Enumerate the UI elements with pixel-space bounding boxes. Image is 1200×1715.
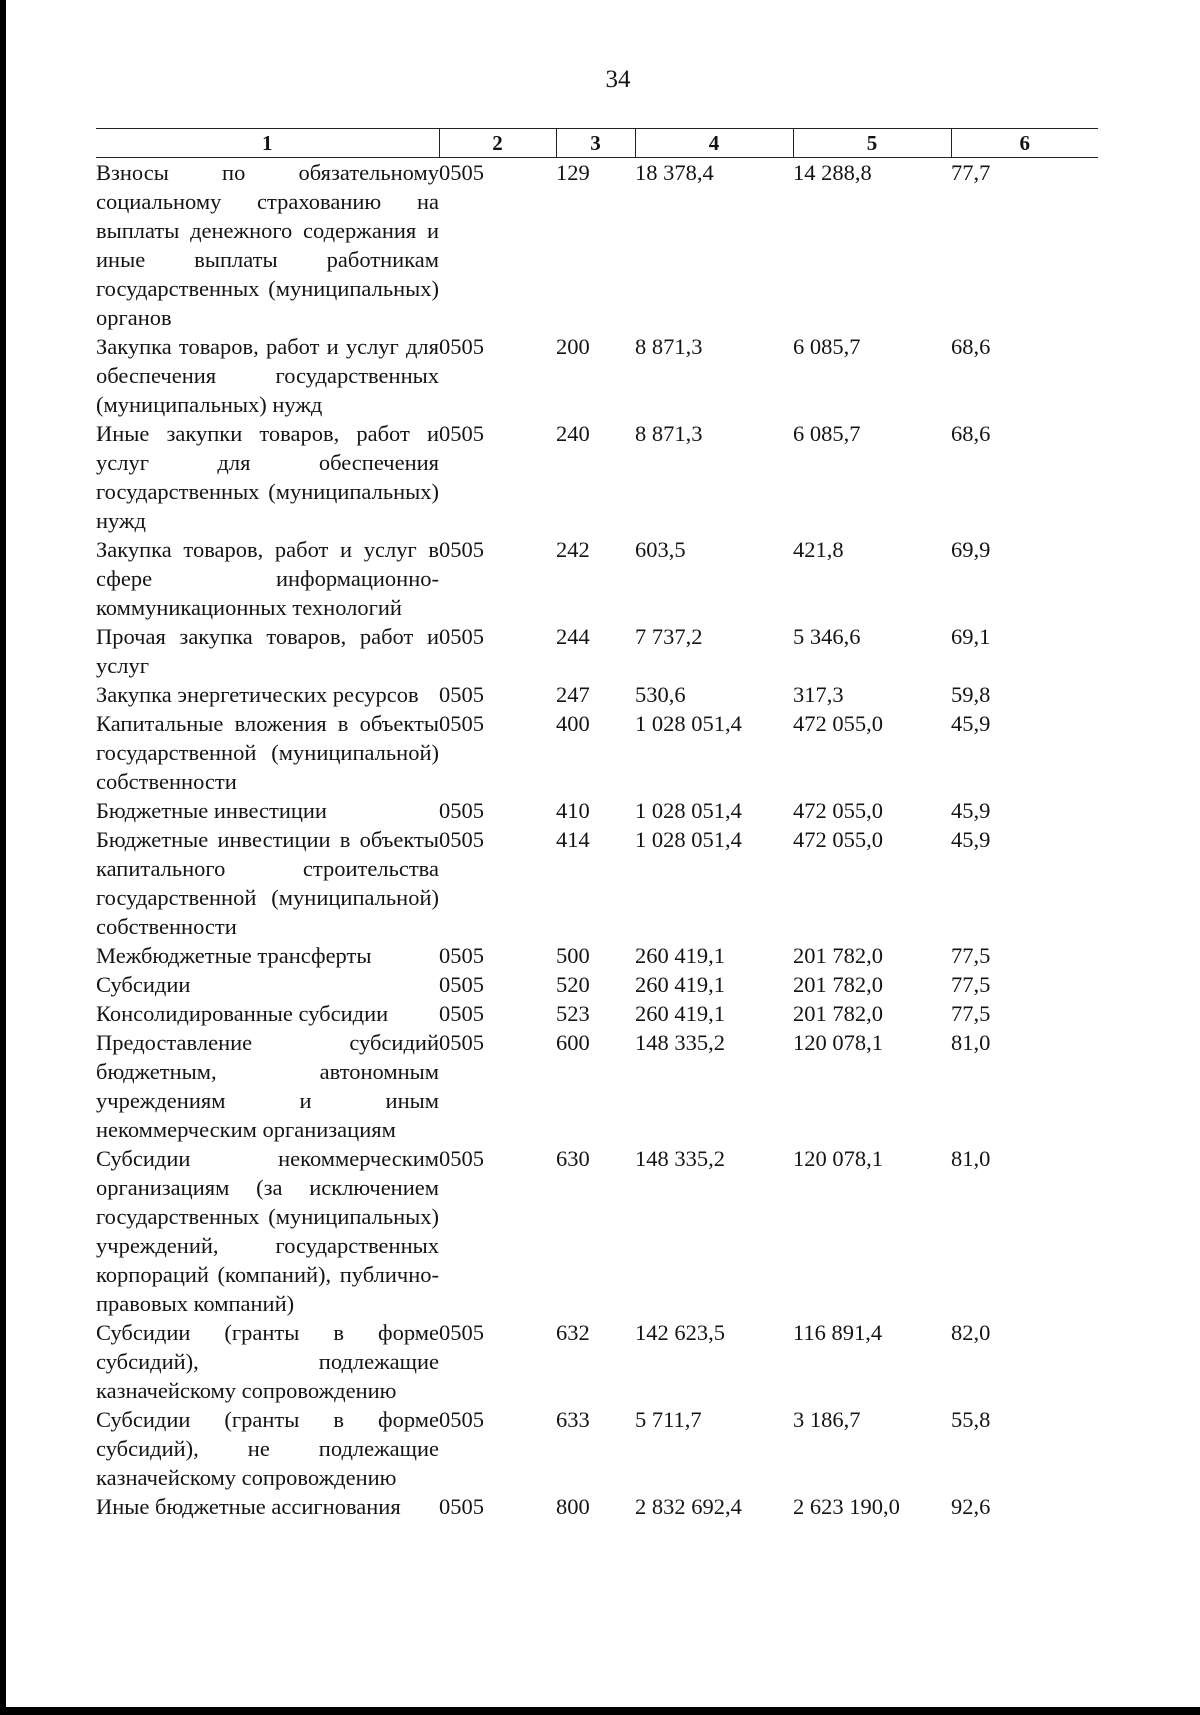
scan-bottom-border	[0, 1707, 1200, 1715]
cell-expense-name: Субсидии (гранты в форме субсидий), не подлежащие казначейскому сопровождению	[96, 1407, 439, 1490]
table-row	[96, 419, 1098, 535]
cell-execution-percent: 69,9	[951, 537, 991, 562]
cell-plan-amount: 603,5	[635, 537, 686, 562]
cell-actual-amount: 472 055,0	[793, 798, 883, 823]
table-row	[96, 680, 1098, 709]
cell-expense-name: Закупка товаров, работ и услуг для обеспечения государственных (муниципальных) нужд	[96, 334, 439, 417]
cell-plan-amount: 1 028 051,4	[635, 798, 742, 823]
cell-execution-percent: 59,8	[951, 682, 991, 707]
cell-plan-amount: 260 419,1	[635, 943, 725, 968]
cell-expense-name: Субсидии некоммерческим организациям (за исключением государственных (муниципальных) учреждений, государственных корпораций (компаний), публично-правовых компаний)	[96, 1146, 439, 1316]
cell-plan-amount: 1 028 051,4	[635, 711, 742, 736]
table-header	[96, 129, 1098, 158]
table-row	[96, 535, 1098, 622]
cell-execution-percent: 45,9	[951, 798, 991, 823]
cell-expense-type-code: 414	[556, 827, 590, 852]
cell-expense-name: Субсидии	[96, 972, 191, 997]
cell-expense-name: Бюджетные инвестиции	[96, 798, 327, 823]
cell-execution-percent: 77,5	[951, 943, 991, 968]
cell-plan-amount: 18 378,4	[635, 160, 714, 185]
cell-expense-name: Закупка товаров, работ и услуг в сфере информационно-коммуникационных технологий	[96, 537, 439, 620]
budget-table	[96, 128, 1098, 1521]
table-row	[96, 622, 1098, 680]
cell-expense-type-code: 523	[556, 1001, 590, 1026]
cell-section-code: 0505	[439, 711, 484, 736]
cell-expense-name: Иные закупки товаров, работ и услуг для обеспечения государственных (муниципальных) нужд	[96, 421, 439, 533]
table-row	[96, 158, 1098, 333]
table-row	[96, 709, 1098, 796]
cell-expense-name: Бюджетные инвестиции в объекты капитального строительства государственной (муниципальной) собственности	[96, 827, 439, 939]
cell-expense-type-code: 520	[556, 972, 590, 997]
cell-expense-type-code: 400	[556, 711, 590, 736]
cell-expense-type-code: 632	[556, 1320, 590, 1345]
header-col-5: 5	[793, 129, 951, 158]
cell-plan-amount: 260 419,1	[635, 972, 725, 997]
cell-plan-amount: 260 419,1	[635, 1001, 725, 1026]
cell-expense-type-code: 500	[556, 943, 590, 968]
table-row	[96, 796, 1098, 825]
cell-expense-type-code: 129	[556, 160, 590, 185]
cell-execution-percent: 81,0	[951, 1030, 991, 1055]
table-row	[96, 1144, 1098, 1318]
cell-expense-name: Консолидированные субсидии	[96, 1001, 389, 1026]
cell-actual-amount: 472 055,0	[793, 711, 883, 736]
table-row	[96, 1492, 1098, 1521]
cell-execution-percent: 45,9	[951, 711, 991, 736]
cell-execution-percent: 92,6	[951, 1494, 991, 1519]
table-row	[96, 970, 1098, 999]
cell-actual-amount: 3 186,7	[793, 1407, 861, 1432]
cell-plan-amount: 1 028 051,4	[635, 827, 742, 852]
cell-section-code: 0505	[439, 624, 484, 649]
table-row	[96, 1028, 1098, 1144]
table-row	[96, 1405, 1098, 1492]
cell-section-code: 0505	[439, 1407, 484, 1432]
cell-execution-percent: 77,5	[951, 1001, 991, 1026]
cell-expense-name: Закупка энергетических ресурсов	[96, 682, 419, 707]
cell-actual-amount: 317,3	[793, 682, 844, 707]
cell-section-code: 0505	[439, 1146, 484, 1171]
table-row	[96, 999, 1098, 1028]
cell-execution-percent: 68,6	[951, 334, 991, 359]
cell-expense-name: Капитальные вложения в объекты государственной (муниципальной) собственности	[96, 711, 439, 794]
cell-actual-amount: 201 782,0	[793, 1001, 883, 1026]
header-row	[96, 129, 1098, 158]
cell-actual-amount: 472 055,0	[793, 827, 883, 852]
cell-section-code: 0505	[439, 682, 484, 707]
header-col-4: 4	[635, 129, 793, 158]
cell-actual-amount: 6 085,7	[793, 421, 861, 446]
cell-expense-type-code: 242	[556, 537, 590, 562]
cell-actual-amount: 120 078,1	[793, 1030, 883, 1055]
cell-expense-type-code: 240	[556, 421, 590, 446]
cell-expense-name: Иные бюджетные ассигнования	[96, 1494, 401, 1519]
page-number: 34	[605, 66, 631, 93]
cell-execution-percent: 82,0	[951, 1320, 991, 1345]
cell-plan-amount: 148 335,2	[635, 1030, 725, 1055]
cell-expense-type-code: 800	[556, 1494, 590, 1519]
cell-plan-amount: 8 871,3	[635, 421, 703, 446]
cell-section-code: 0505	[439, 421, 484, 446]
table-row	[96, 825, 1098, 941]
cell-section-code: 0505	[439, 1030, 484, 1055]
table-body	[96, 158, 1098, 1522]
cell-execution-percent: 77,5	[951, 972, 991, 997]
table-row	[96, 941, 1098, 970]
cell-expense-name: Прочая закупка товаров, работ и услуг	[96, 624, 439, 678]
header-col-2: 2	[439, 129, 556, 158]
cell-execution-percent: 45,9	[951, 827, 991, 852]
header-col-3: 3	[556, 129, 635, 158]
cell-section-code: 0505	[439, 1494, 484, 1519]
cell-expense-name: Субсидии (гранты в форме субсидий), подлежащие казначейскому сопровождению	[96, 1320, 439, 1403]
cell-actual-amount: 116 891,4	[793, 1320, 883, 1345]
cell-plan-amount: 5 711,7	[635, 1407, 702, 1432]
cell-section-code: 0505	[439, 160, 484, 185]
cell-section-code: 0505	[439, 972, 484, 997]
cell-section-code: 0505	[439, 943, 484, 968]
cell-actual-amount: 14 288,8	[793, 160, 872, 185]
cell-plan-amount: 7 737,2	[635, 624, 703, 649]
cell-plan-amount: 530,6	[635, 682, 686, 707]
cell-execution-percent: 68,6	[951, 421, 991, 446]
cell-execution-percent: 69,1	[951, 624, 991, 649]
cell-section-code: 0505	[439, 1001, 484, 1026]
cell-actual-amount: 2 623 190,0	[793, 1494, 900, 1519]
cell-expense-type-code: 200	[556, 334, 590, 359]
cell-actual-amount: 120 078,1	[793, 1146, 883, 1171]
cell-expense-type-code: 247	[556, 682, 590, 707]
cell-expense-type-code: 633	[556, 1407, 590, 1432]
cell-expense-name: Предоставление субсидий бюджетным, автономным учреждениям и иным некоммерческим организациям	[96, 1030, 439, 1142]
table-row	[96, 332, 1098, 419]
cell-section-code: 0505	[439, 334, 484, 359]
cell-plan-amount: 2 832 692,4	[635, 1494, 742, 1519]
table-row	[96, 1318, 1098, 1405]
cell-expense-type-code: 630	[556, 1146, 590, 1171]
cell-actual-amount: 5 346,6	[793, 624, 861, 649]
cell-expense-name: Взносы по обязательному социальному страхованию на выплаты денежного содержания и иные выплаты работникам государственных (муниципальных) органов	[96, 160, 439, 330]
cell-expense-name: Межбюджетные трансферты	[96, 943, 372, 968]
cell-section-code: 0505	[439, 537, 484, 562]
cell-expense-type-code: 244	[556, 624, 590, 649]
cell-actual-amount: 421,8	[793, 537, 844, 562]
cell-execution-percent: 77,7	[951, 160, 991, 185]
cell-actual-amount: 201 782,0	[793, 943, 883, 968]
cell-expense-type-code: 410	[556, 798, 590, 823]
cell-plan-amount: 142 623,5	[635, 1320, 725, 1345]
cell-section-code: 0505	[439, 1320, 484, 1345]
cell-actual-amount: 201 782,0	[793, 972, 883, 997]
scan-left-border	[0, 0, 6, 1715]
cell-plan-amount: 8 871,3	[635, 334, 703, 359]
cell-section-code: 0505	[439, 827, 484, 852]
cell-execution-percent: 55,8	[951, 1407, 991, 1432]
header-col-6: 6	[951, 129, 1098, 158]
header-col-1: 1	[96, 129, 439, 158]
cell-execution-percent: 81,0	[951, 1146, 991, 1171]
cell-section-code: 0505	[439, 798, 484, 823]
cell-actual-amount: 6 085,7	[793, 334, 861, 359]
cell-plan-amount: 148 335,2	[635, 1146, 725, 1171]
cell-expense-type-code: 600	[556, 1030, 590, 1055]
